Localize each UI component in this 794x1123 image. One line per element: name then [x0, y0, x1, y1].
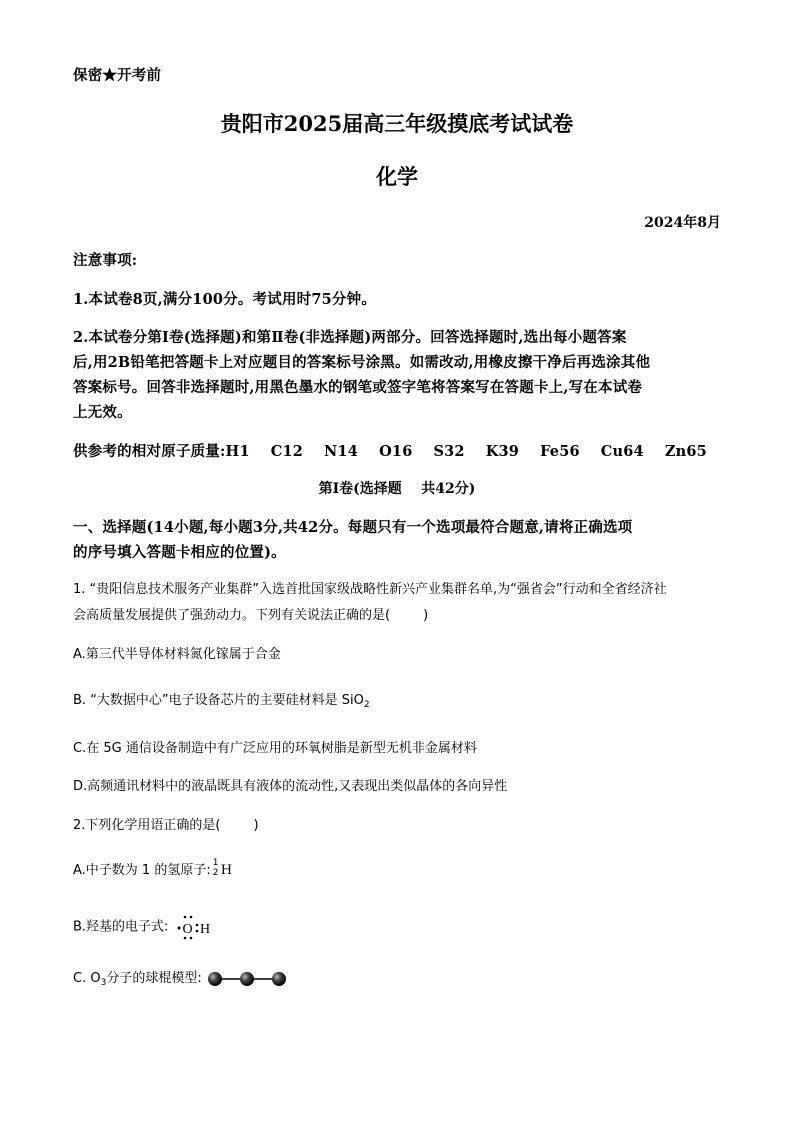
- ozone-ball-stick-model: [206, 969, 288, 989]
- q2-option-b-text: B.羟基的电子式:: [73, 919, 169, 935]
- svg-text:O: O: [182, 922, 193, 937]
- q2-option-c-subscript: 3: [100, 978, 107, 988]
- section-1-heading: 第Ⅰ卷(选择题 共42分): [318, 481, 476, 497]
- q1-option-d: D.高频通讯材料中的液晶既具有液体的流动性,又表现出类似晶体的各向异性: [73, 779, 508, 794]
- atomic-number: 2: [212, 868, 219, 878]
- exam-title: 贵阳市2025届高三年级摸底考试试卷: [220, 111, 574, 136]
- atomic-masses: 供参考的相对原子质量:H1 C12 N14 O16 S32 K39 Fe56 Cu64 Zn65: [73, 443, 707, 460]
- q2-stem: 2.下列化学用语正确的是( ): [73, 818, 259, 833]
- section-1-instruction-line-1: 一、选择题(14小题,每小题3分,共42分。每题只有一个选项最符合题意,请将正确选项: [73, 519, 633, 536]
- secret-label: 保密★开考前: [73, 67, 162, 84]
- q2-option-a: [73, 859, 723, 879]
- q2-option-c-suffix: 分子的球棍模型:: [106, 971, 202, 986]
- notice-item-2-line-3: 答案标号。回答非选择题时,用黑色墨水的钢笔或签字笔将答案写在答题卡上,写在本试卷: [73, 379, 643, 396]
- subject-title: 化学: [376, 164, 418, 189]
- notice-item-2-line-4: 上无效。: [73, 404, 132, 421]
- q2-option-b: [73, 914, 723, 940]
- q1-option-b-subscript: 2: [363, 700, 370, 710]
- notice-item-2-line-1: 2.本试卷分第Ⅰ卷(选择题)和第Ⅱ卷(非选择题)两部分。回答选择题时,选出每小题答案: [73, 329, 627, 346]
- notice-heading: 注意事项:: [73, 252, 138, 269]
- oxygen-atom-ball: [208, 972, 222, 986]
- oxygen-atom-ball: [240, 972, 254, 986]
- hydrogen-isotope-notation: [211, 859, 221, 879]
- oxygen-atom-ball: [272, 972, 286, 986]
- element-symbol: H: [220, 863, 233, 878]
- q1-option-b: [73, 689, 723, 710]
- mass-number: 1: [212, 858, 219, 868]
- q1-stem-line-2: 会高质量发展提供了强劲动力。下列有关说法正确的是( ): [73, 608, 429, 623]
- section-1-instruction-line-2: 的序号填入答题卡相应的位置)。: [73, 544, 286, 561]
- q2-option-a-text: A.中子数为 1 的氢原子:: [73, 863, 211, 878]
- exam-date: 2024年8月: [644, 215, 721, 231]
- q2-option-c: [73, 967, 723, 989]
- q1-option-b-text: B. “大数据中心”电子设备芯片的主要硅材料是 SiO: [73, 693, 364, 708]
- q1-option-a: A.第三代半导体材料氮化镓属于合金: [73, 647, 281, 662]
- q1-option-c: C.在 5G 通信设备制造中有广泛应用的环氧树脂是新型无机非金属材料: [73, 741, 477, 756]
- q1-stem-line-1: 1. “贵阳信息技术服务产业集群”入选首批国家级战略性新兴产业集群名单,为“强省会”行动和全省经济社: [73, 582, 667, 597]
- q2-option-c-prefix: C. O: [73, 971, 101, 986]
- notice-item-2-line-2: 后,用2B铅笔把答题卡上对应题目的答案标号涂黑。如需改动,用橡皮擦干净后再选涂其他: [73, 354, 651, 371]
- svg-text:H: H: [199, 922, 210, 937]
- notice-item-1: 1.本试卷8页,满分100分。考试用时75分钟。: [73, 291, 377, 308]
- hydroxyl-electron-formula: [173, 914, 219, 940]
